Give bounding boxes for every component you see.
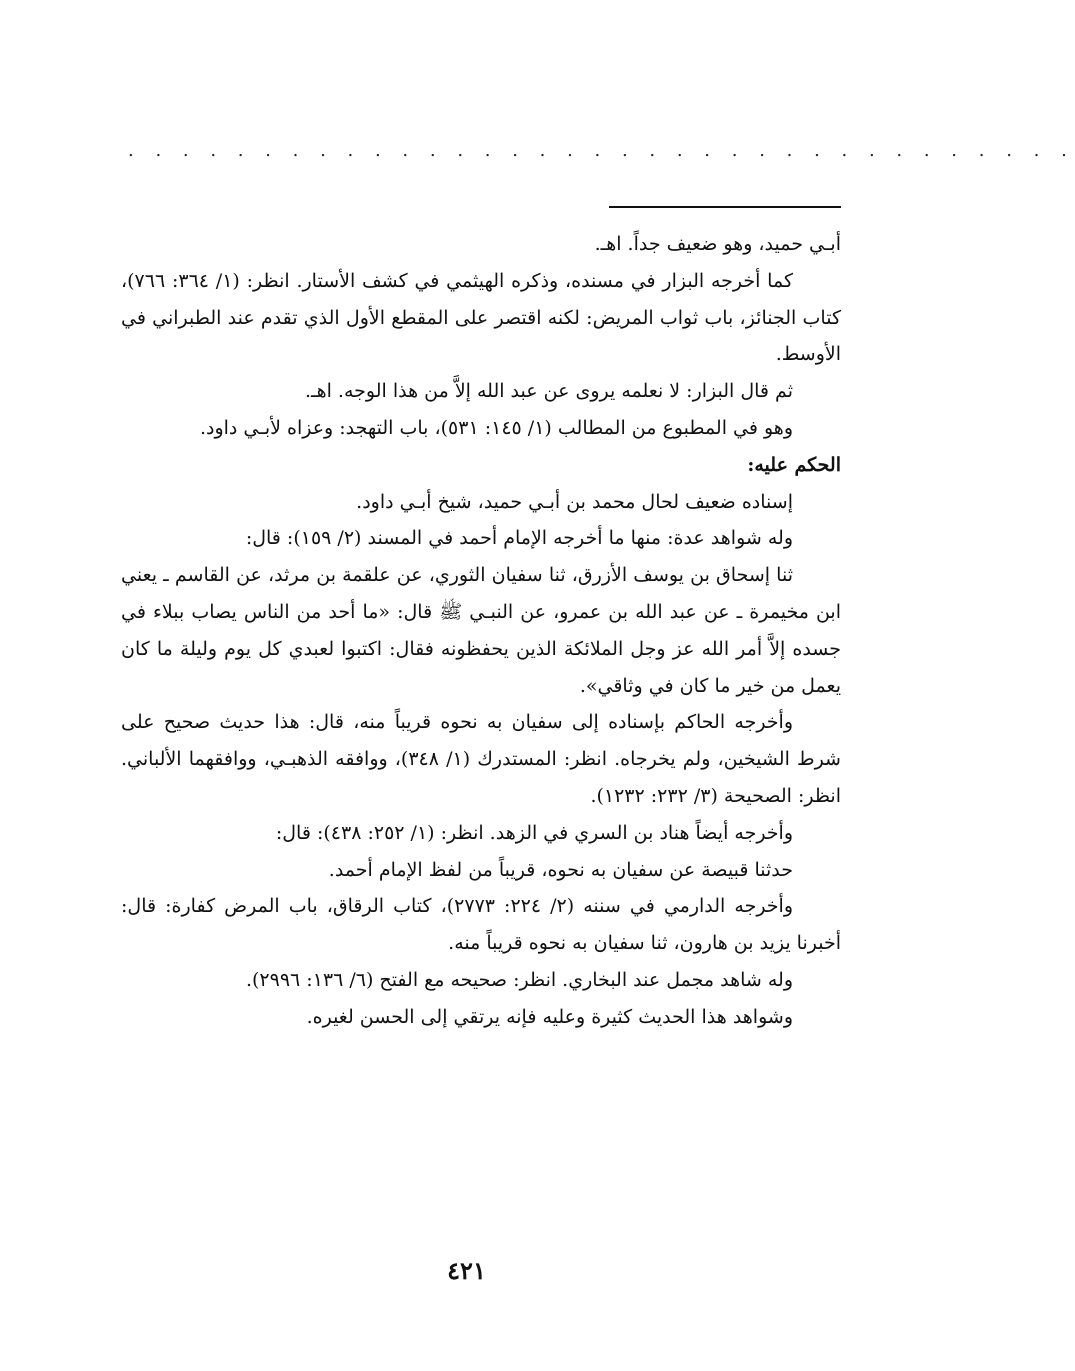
page-number: ٤٢١	[447, 1256, 486, 1285]
paragraph-3: ثم قال البزار: لا نعلمه يروى عن عبد الله إلاَّ من هذا الوجه. اهـ.	[304, 380, 793, 403]
paragraph-1: أبـي حميد، وهو ضعيف جداً. اهـ.	[594, 233, 841, 255]
paragraph-7: وله شواهد عدة: منها ما أخرجه الإمام أحمد في المسند (٢/ ١٥٩): قال:	[245, 527, 793, 550]
paragraph-2: كما أخرجه البزار في مسنده، وذكره الهيثمي في كشف الأستار. انظر: (١/ ٣٦٤: ٧٦٦)، كتاب الجنائز، باب ثواب المريض: لكنه اقتصر على المقطع الأول الذي تقدم عند الطبراني في الأوسط.	[121, 269, 841, 366]
paragraph-14: وشواهد هذا الحديث كثيرة وعليه فإنه يرتقي إلى الحسن لغيره.	[306, 1005, 793, 1028]
paragraph-10: وأخرجه أيضاً هناد بن السري في الزهد. انظر: (١/ ٢٥٢: ٤٣٨): قال:	[275, 821, 793, 844]
footnote-rule	[609, 206, 841, 208]
paragraph-11: حدثنا قبيصة عن سفيان به نحوه، قريباً من لفظ الإمام أحمد.	[328, 858, 793, 881]
paragraph-8: ثنا إسحاق بن يوسف الأزرق، ثنا سفيان الثوري، عن علقمة بن مرثد، عن القاسم ـ يعني ابن مخيمرة ـ عن عبد الله بن عمرو، عن النبـي ﷺ قال: «ما أحد من الناس يصاب ببلاء في جسده إلاَّ أمر الله عز وجل الملائكة الذين يحفظونه فقال: اكتبوا لعبدي كل يوم وليلة ما كان يعمل من خير ما كان في وثاقي».	[121, 564, 841, 697]
paragraph-4: وهو في المطبوع من المطالب (١/ ١٤٥: ٥٣١)، باب التهجد: وعزاه لأبـي داود.	[199, 416, 793, 439]
paragraph-12: وأخرجه الدارمي في سننه (٢/ ٢٢٤: ٢٧٧٣)، كتاب الرقاق، باب المرض كفارة: قال: أخبرنا يزيد بن هارون، ثنا سفيان به نحوه قريباً منه.	[121, 895, 841, 955]
paragraph-9: وأخرجه الحاكم بإسناده إلى سفيان به نحوه قريباً منه، قال: هذا حديث صحيح على شرط الشيخين، ولم يخرجاه. انظر: المستدرك (١/ ٣٤٨)، ووافقه الذهبـي، ووافقهما الألباني. انظر: الصحيحة (٣/ ٢٣٢: ١٢٣٢).	[121, 711, 841, 807]
section-heading: الحكم عليه:	[747, 453, 841, 476]
dotted-separator: . . . . . . . . . . . . . . . . . . . . . . . . . . . . . . . . . . .	[128, 140, 1075, 161]
paragraph-13: وله شاهد مجمل عند البخاري. انظر: صحيحه مع الفتح (٦/ ١٣٦: ٢٩٩٦).	[245, 968, 793, 991]
paragraph-6: إسناده ضعيف لحال محمد بن أبـي حميد، شيخ أبـي داود.	[356, 490, 793, 513]
page-body	[121, 226, 841, 1036]
